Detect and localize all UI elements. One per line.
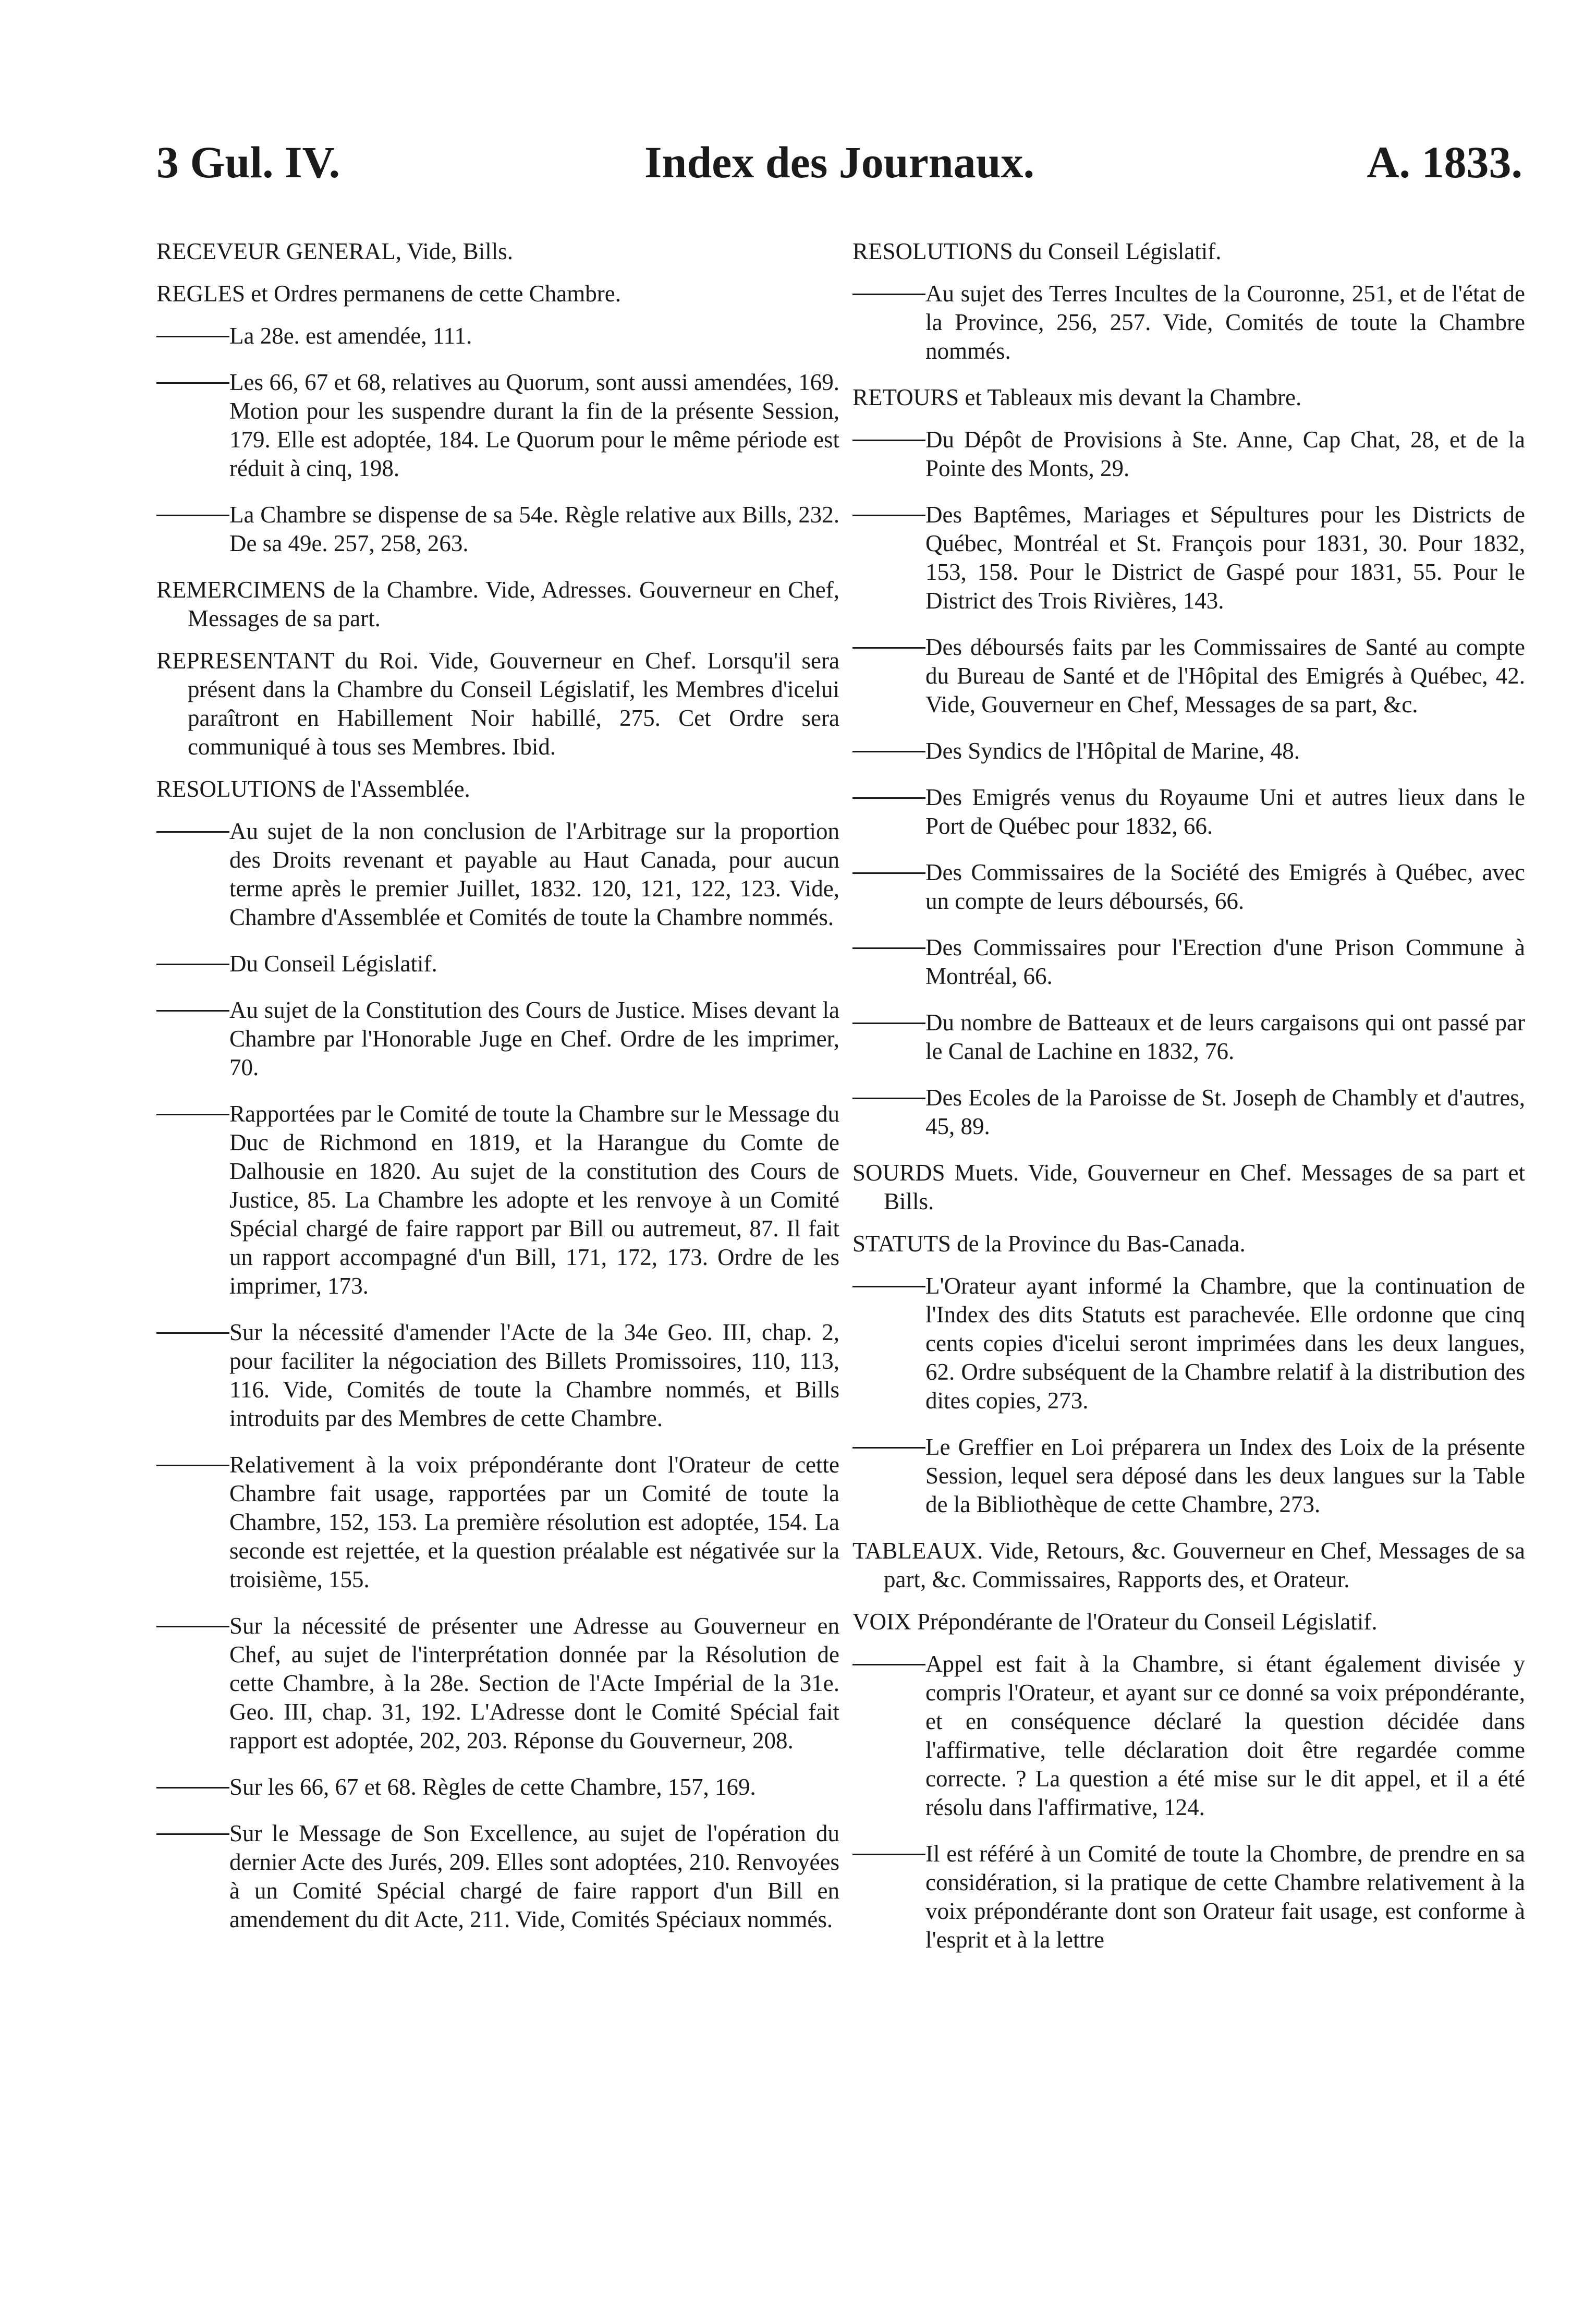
em-rule: [852, 751, 925, 752]
em-rule: [852, 1023, 925, 1024]
em-rule: [156, 1332, 229, 1334]
index-entry: RECEVEUR GENERAL, Vide, Bills.: [156, 238, 513, 264]
em-rule: [156, 1114, 229, 1115]
index-subentry: Des déboursés faits par les Commissaires de Santé au compte du Bureau de Santé et de l'Hôpital des Emigrés à Québec, 42. Vide, Gouverneur en Chef, Messages de sa part, &c.: [852, 633, 1525, 719]
index-subentry: Appel est fait à la Chambre, si étant également divisée y compris l'Orateur, et ayant sur ce donné sa voix prépondérante, et en conséquence déclaré la question décidée dans l'affirmative, telle déclaration doit être regardée comme correcte. ? La question a été mise sur le dit appel, et il a été résolu dans l'affirmative, 124.: [852, 1650, 1525, 1822]
index-subentry: Sur la nécessité de présenter une Adresse au Gouverneur en Chef, au sujet de l'interprétation donnée par la Résolution de cette Chambre, à la 28e. Section de l'Acte Impérial de la 31e. Geo. III, chap. 31, 192. L'Adresse dont le Comité Spécial fait rapport est adoptée, 202, 203. Réponse du Gouverneur, 208.: [156, 1612, 839, 1755]
index-subentry: Sur la nécessité d'amender l'Acte de la 34e Geo. III, chap. 2, pour faciliter la négociation des Billets Promissoires, 110, 113, 116. Vide, Comités de toute la Chambre nommés, et Bills introduits par des Membres de cette Chambre.: [156, 1318, 839, 1433]
index-subentry: Des Syndics de l'Hôpital de Marine, 48.: [852, 737, 1525, 765]
em-rule: [156, 831, 229, 833]
em-rule: [852, 515, 925, 516]
em-rule: [156, 1833, 229, 1835]
em-rule: [156, 1010, 229, 1012]
em-rule: [156, 336, 229, 337]
em-rule: [852, 1664, 925, 1665]
index-subentry: Au sujet de la non conclusion de l'Arbitrage sur la proportion des Droits revenant et payable au Haut Canada, pour aucun terme après le premier Juillet, 1832. 120, 121, 122, 123. Vide, Chambre d'Assemblée et Comités de toute la Chambre nommés.: [156, 817, 839, 932]
em-rule: [852, 797, 925, 799]
index-subentry: Le Greffier en Loi préparera un Index des Loix de la présente Session, lequel sera déposé dans les deux langues sur la Table de la Bibliothèque de cette Chambre, 273.: [852, 1433, 1525, 1519]
left-column: [156, 237, 839, 1952]
index-entry: REGLES et Ordres permanens de cette Chambre.: [156, 281, 621, 307]
index-subentry: La 28e. est amendée, 111.: [156, 322, 839, 350]
em-rule: [156, 1465, 229, 1466]
index-entry: VOIX Prépondérante de l'Orateur du Conseil Législatif.: [852, 1609, 1378, 1635]
index-subentry: Des Baptêmes, Mariages et Sépultures pour les Districts de Québec, Montréal et St. François pour 1831, 30. Pour 1832, 153, 158. Pour le District de Gaspé pour 1831, 55. Pour le District des Trois Rivières, 143.: [852, 501, 1525, 615]
index-entry: RESOLUTIONS de l'Assemblée.: [156, 776, 470, 802]
index-subentry: La Chambre se dispense de sa 54e. Règle relative aux Bills, 232. De sa 49e. 257, 258, 263.: [156, 501, 839, 558]
index-entry: RESOLUTIONS du Conseil Législatif.: [852, 238, 1222, 264]
em-rule: [156, 382, 229, 384]
index-subentry: Rapportées par le Comité de toute la Chambre sur le Message du Duc de Richmond en 1819, et la Harangue du Comte de Dalhousie en 1820. Au sujet de la constitution des Cours de Justice, 85. La Chambre les adopte et les renvoye à un Comité Spécial chargé de faire rapport par Bill ou autremeut, 87. Il fait un rapport accompagné d'un Bill, 171, 172, 173. Ordre de les imprimer, 173.: [156, 1100, 839, 1300]
index-subentry: L'Orateur ayant informé la Chambre, que la continuation de l'Index des dits Statuts est parachevée. Elle ordonne que cinq cents copies d'icelui seront imprimées dans les deux langues, 62. Ordre subséquent de la Chambre relatif à la distribution des dites copies, 273.: [852, 1272, 1525, 1415]
running-head-year: A. 1833.: [1367, 137, 1522, 187]
index-entry: REMERCIMENS de la Chambre. Vide, Adresses. Gouverneur en Chef, Messages de sa part.: [156, 577, 839, 631]
index-subentry: Sur les 66, 67 et 68. Règles de cette Chambre, 157, 169.: [156, 1773, 839, 1802]
right-column: [852, 237, 1525, 1972]
running-head-left: 3 Gul. IV.: [156, 137, 340, 187]
index-subentry: Du Dépôt de Provisions à Ste. Anne, Cap Chat, 28, et de la Pointe des Monts, 29.: [852, 425, 1525, 483]
index-entry: RETOURS et Tableaux mis devant la Chambre.: [852, 384, 1302, 410]
index-entry: REPRESENTANT du Roi. Vide, Gouverneur en Chef. Lorsqu'il sera présent dans la Chambre du Conseil Législatif, les Membres d'icelui paraîtront en Habillement Noir habillé, 275. Cet Ordre sera communiqué à tous ses Membres. Ibid.: [156, 648, 839, 760]
index-subentry: Du Conseil Législatif.: [156, 950, 839, 978]
index-subentry: Des Emigrés venus du Royaume Uni et autres lieux dans le Port de Québec pour 1832, 66.: [852, 783, 1525, 841]
index-entry: TABLEAUX. Vide, Retours, &c. Gouverneur en Chef, Messages de sa part, &c. Commissaires, Rapports des, et Orateur.: [852, 1538, 1525, 1592]
index-entry: STATUTS de la Province du Bas-Canada.: [852, 1231, 1246, 1257]
em-rule: [852, 1286, 925, 1287]
page-header: [156, 137, 1522, 202]
em-rule: [852, 440, 925, 441]
em-rule: [852, 647, 925, 649]
running-head-title: Index des Journaux.: [644, 137, 1034, 187]
index-subentry: Il est référé à un Comité de toute la Chombre, de prendre en sa considération, si la pratique de cette Chambre relativement à la voix prépondérante dont son Orateur fait usage, est conforme à l'esprit et à la lettre: [852, 1840, 1525, 1954]
em-rule: [156, 1787, 229, 1788]
em-rule: [156, 964, 229, 965]
index-subentry: Sur le Message de Son Excellence, au sujet de l'opération du dernier Acte des Jurés, 209. Elles sont adoptées, 210. Renvoyées à un Comité Spécial chargé de faire rapport d'un Bill en amendement du dit Acte, 211. Vide, Comités Spéciaux nommés.: [156, 1819, 839, 1934]
em-rule: [852, 872, 925, 874]
index-subentry: Des Ecoles de la Paroisse de St. Joseph de Chambly et d'autres, 45, 89.: [852, 1084, 1525, 1141]
em-rule: [852, 947, 925, 949]
index-subentry: Les 66, 67 et 68, relatives au Quorum, sont aussi amendées, 169. Motion pour les suspendre durant la fin de la présente Session, 179. Elle est adoptée, 184. Le Quorum pour le même période est réduit à cinq, 198.: [156, 368, 839, 483]
em-rule: [852, 294, 925, 295]
index-subentry: Du nombre de Batteaux et de leurs cargaisons qui ont passé par le Canal de Lachine en 1832, 76.: [852, 1008, 1525, 1066]
index-subentry: Relativement à la voix prépondérante dont l'Orateur de cette Chambre fait usage, rapportées par un Comité de toute la Chambre, 152, 153. La première résolution est adoptée, 154. La seconde est rejettée, et la question préalable est négativée sur la troisième, 155.: [156, 1451, 839, 1594]
index-entry: SOURDS Muets. Vide, Gouverneur en Chef. Messages de sa part et Bills.: [852, 1160, 1525, 1214]
index-subentry: Des Commissaires de la Société des Emigrés à Québec, avec un compte de leurs déboursés, 66.: [852, 858, 1525, 916]
index-subentry: Au sujet de la Constitution des Cours de Justice. Mises devant la Chambre par l'Honorable Juge en Chef. Ordre de les imprimer, 70.: [156, 996, 839, 1082]
em-rule: [156, 1626, 229, 1627]
index-subentry: Au sujet des Terres Incultes de la Couronne, 251, et de l'état de la Province, 256, 257. Vide, Comités de toute la Chambre nommés.: [852, 279, 1525, 366]
em-rule: [852, 1447, 925, 1449]
index-subentry: Des Commissaires pour l'Erection d'une Prison Commune à Montréal, 66.: [852, 933, 1525, 991]
em-rule: [156, 515, 229, 516]
em-rule: [852, 1098, 925, 1099]
em-rule: [852, 1854, 925, 1855]
